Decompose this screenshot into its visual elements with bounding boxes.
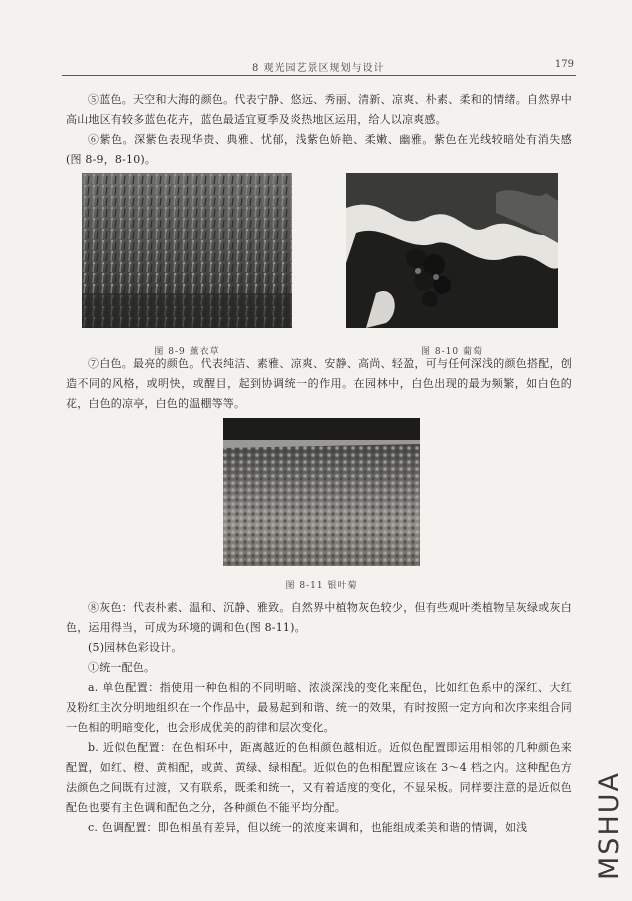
watermark-text: MSHUA — [593, 771, 625, 880]
watermark — [595, 770, 629, 885]
paragraph-monochrome-scheme: a. 单色配置：指使用一种色相的不同明暗、浓淡深浅的变化来配色，比如红色系中的深红、大红及粉红主次分明地组织在一个作品中，最易起到和谐、统一的效果，有时按照一定方向和次序来组合同一色相的明暗变化，也会形成优美的韵律和层次变化。 — [66, 681, 572, 734]
caption-fig-8-11: 图 8-11 银叶菊 — [285, 581, 358, 591]
page-number: 179 — [554, 59, 574, 70]
paragraph-purple: ⑥紫色。深紫色表现华贵、典雅、忧郁，浅紫色娇艳、柔嫩、幽雅。紫色在光线较暗处有消失感(图 8-9，8-10)。 — [66, 133, 572, 166]
section-heading-color-design: (5)园林色彩设计。 — [88, 641, 183, 654]
lavender-photo — [82, 173, 292, 328]
subsection-unified-color: ①统一配色。 — [88, 661, 156, 674]
grapes-photo — [346, 173, 558, 328]
paragraph-white: ⑦白色。最亮的颜色。代表纯洁、素雅、凉爽、安静、高尚、轻盈，可与任何深浅的颜色搭配，创造不同的风格，或明快，或醒目，起到协调统一的作用。在园林中，白色出现的最为频繁，如白色的花，白色的凉亭，白色的温棚等等。 — [66, 357, 572, 410]
caption-fig-8-9: 图 8-9 薰衣草 — [154, 347, 220, 357]
caption-fig-8-10: 图 8-10 葡萄 — [421, 347, 483, 357]
silver-chrysanthemum-photo — [223, 418, 420, 566]
running-header — [62, 55, 576, 76]
paragraph-blue: ⑤蓝色。天空和大海的颜色。代表宁静、悠远、秀丽、清新、凉爽、朴素、柔和的情绪。自然界中高山地区有较多蓝色花卉，蓝色最适宜夏季及炎热地区运用，给人以凉爽感。 — [66, 93, 572, 126]
paragraph-tone-scheme: c. 色调配置：即色相虽有差异，但以统一的浓度来调和，也能组成柔美和谐的情调，如浅 — [88, 821, 528, 834]
chapter-title: 8 观光园艺景区规划与设计 — [252, 63, 385, 74]
paragraph-gray: ⑧灰色：代表朴素、温和、沉静、雅致。自然界中植物灰色较少，但有些观叶类植物呈灰绿或灰白色，运用得当，可成为环境的调和色(图 8-11)。 — [66, 601, 572, 634]
paragraph-analogous-scheme: b. 近似色配置：在色相环中，距离越近的色相颜色越相近。近似色配置即运用相邻的几种颜色来配置，如红、橙、黄相配，或黄、黄绿、绿相配。近似色的色相配置应该在 3～4 档之内。这种配色方法颜色之间既有过渡，又有联系，既柔和统一，又有着适度的变化，不显呆板。同样要注意的是近似色配色也要有主色调和配色之分，各种颜色不能平均分配。 — [66, 741, 572, 814]
